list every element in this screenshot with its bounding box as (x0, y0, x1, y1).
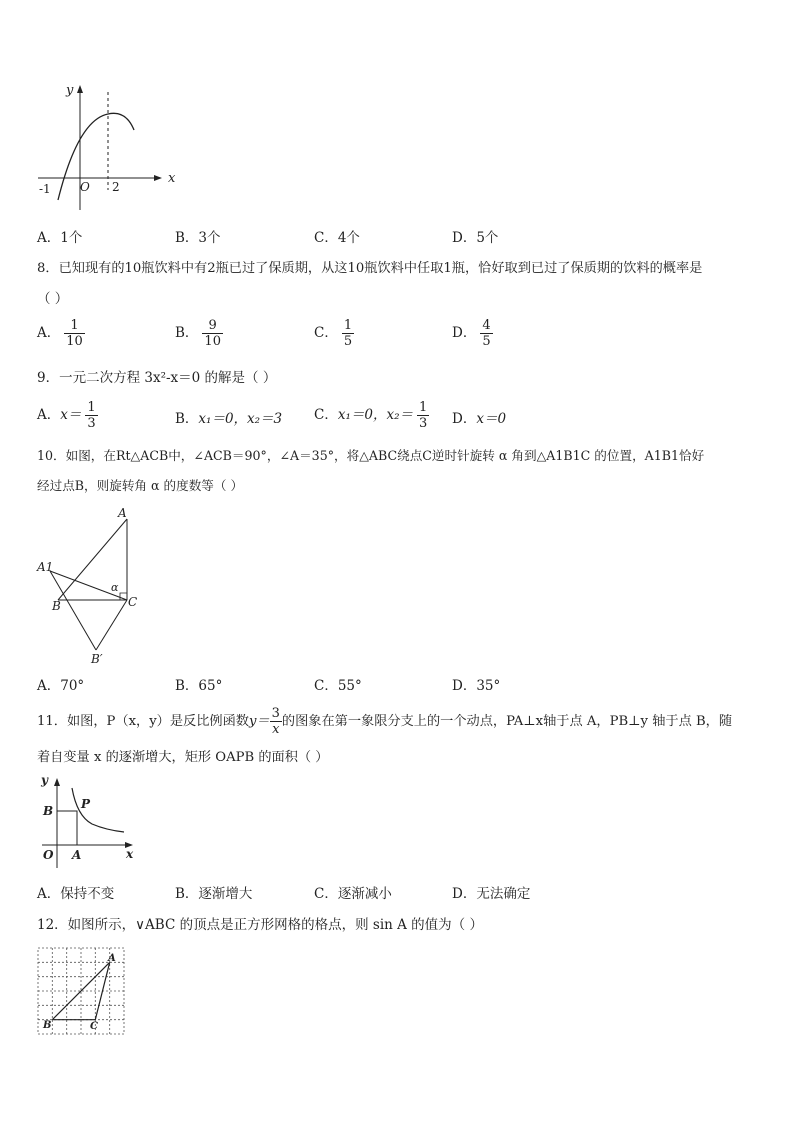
q9-option-b[interactable]: B．x₁＝0，x₂＝3 (175, 411, 283, 427)
q11-hyperbola-curve (72, 788, 124, 832)
q7-option-d[interactable]: D．5个 (452, 230, 499, 246)
q8-option-a[interactable]: A． $\frac{1}{10}$ (37, 318, 83, 349)
q7-y-axis-arrow (77, 85, 83, 93)
q10-option-b[interactable]: B．65° (175, 678, 223, 694)
q10-label-alpha: α (111, 581, 119, 594)
q11-question-line2: 着自变量 x 的逐渐增大，矩形 OAPB 的面积（ ） (37, 750, 329, 765)
q12-label-C: C (90, 1021, 98, 1032)
q12-question-text: 12．如图所示，∨ABC 的顶点是正方形网格的格点，则 sin A 的值为（ ） (37, 917, 483, 933)
q7-two-label: 2 (112, 180, 120, 194)
q9-option-d[interactable]: D．x＝0 (452, 411, 507, 427)
q7-x-label: x (168, 171, 176, 186)
q7-parabola (58, 113, 134, 200)
q7-option-a[interactable]: A．1个 (37, 230, 83, 246)
q7-option-b[interactable]: B．3个 (175, 230, 221, 246)
q10-option-c[interactable]: C．55° (314, 678, 362, 694)
q7-x-axis-arrow (154, 175, 162, 181)
q12-grid-figure (36, 946, 128, 1036)
q10-options (37, 676, 757, 700)
q8-option-b[interactable]: B． $\frac{9}{10}$ (175, 318, 221, 349)
q10-label-Bprime: B′ (91, 652, 103, 666)
q7-options (37, 228, 757, 252)
q11-options (37, 884, 757, 908)
q8-option-d[interactable]: D． $\frac{4}{5}$ (452, 318, 491, 349)
q8-question-text: 8．已知现有的10瓶饮料中有2瓶已过了保质期，从这10瓶饮料中任取1瓶，恰好取到已过了保质期的饮料的概率是 (37, 261, 703, 276)
q11-label-x: x (126, 847, 134, 861)
q7-origin-label: O (80, 180, 90, 194)
q11-option-a[interactable]: A．保持不变 (37, 886, 115, 902)
q11-option-d[interactable]: D．无法确定 (452, 886, 531, 902)
q7-neg-one-label: -1 (39, 182, 51, 196)
q10-label-A1: A1 (37, 560, 54, 574)
q10-question-line1: 10．如图，在Rt△ACB中，∠ACB＝90°，∠A＝35°，将△ABC绕点C逆时针旋转 α 角到△A1B1C 的位置，A1B1恰好 (37, 448, 705, 463)
q11-label-O: O (43, 848, 54, 862)
q11-label-A: A (72, 848, 82, 862)
q11-label-B: B (43, 804, 54, 818)
q10-option-d[interactable]: D．35° (452, 678, 501, 694)
q11-hyperbola-figure (34, 770, 144, 870)
q10-label-B: B (52, 599, 61, 613)
q11-label-y: y (41, 773, 48, 787)
q7-graph-figure (34, 80, 184, 215)
q9-options (37, 400, 757, 440)
q8-options (37, 318, 757, 358)
q8-option-c[interactable]: C． $\frac{1}{5}$ (314, 318, 353, 349)
q10-option-a[interactable]: A．70° (37, 678, 85, 694)
q10-label-A: A (118, 506, 127, 520)
q7-y-label: y (66, 83, 74, 98)
q10-triangle-figure (34, 503, 154, 668)
q11-option-b[interactable]: B．逐渐增大 (175, 886, 253, 902)
q11-label-P: P (81, 797, 91, 811)
q9-option-c[interactable]: C．x₁＝0，x₂＝ $\frac{1}{3}$ (314, 400, 428, 431)
q12-triangle (52, 962, 109, 1019)
q12-label-B: B (43, 1020, 52, 1031)
q10-question-line2: 经过点B，则旋转角 α 的度数等（ ） (37, 478, 244, 493)
q9-question-text: 9．一元二次方程 3x²-x＝0 的解是（ ） (37, 370, 277, 386)
q12-label-A: A (108, 953, 116, 964)
q9-option-a[interactable]: A．x＝ $\frac{1}{3}$ (37, 400, 96, 431)
q7-option-c[interactable]: C．4个 (314, 230, 360, 246)
q8-answer-paren: （ ） (37, 291, 69, 307)
q11-option-c[interactable]: C．逐渐减小 (314, 886, 392, 902)
q11-question-line1: 11．如图，P（x，y）是反比例函数y＝ $\frac{3}{x}$ 的图象在第一象限分支上的一个动点，PA⊥x轴于点 A，PB⊥y 轴于点 B，随 (37, 706, 733, 737)
q10-label-C: C (128, 595, 138, 609)
